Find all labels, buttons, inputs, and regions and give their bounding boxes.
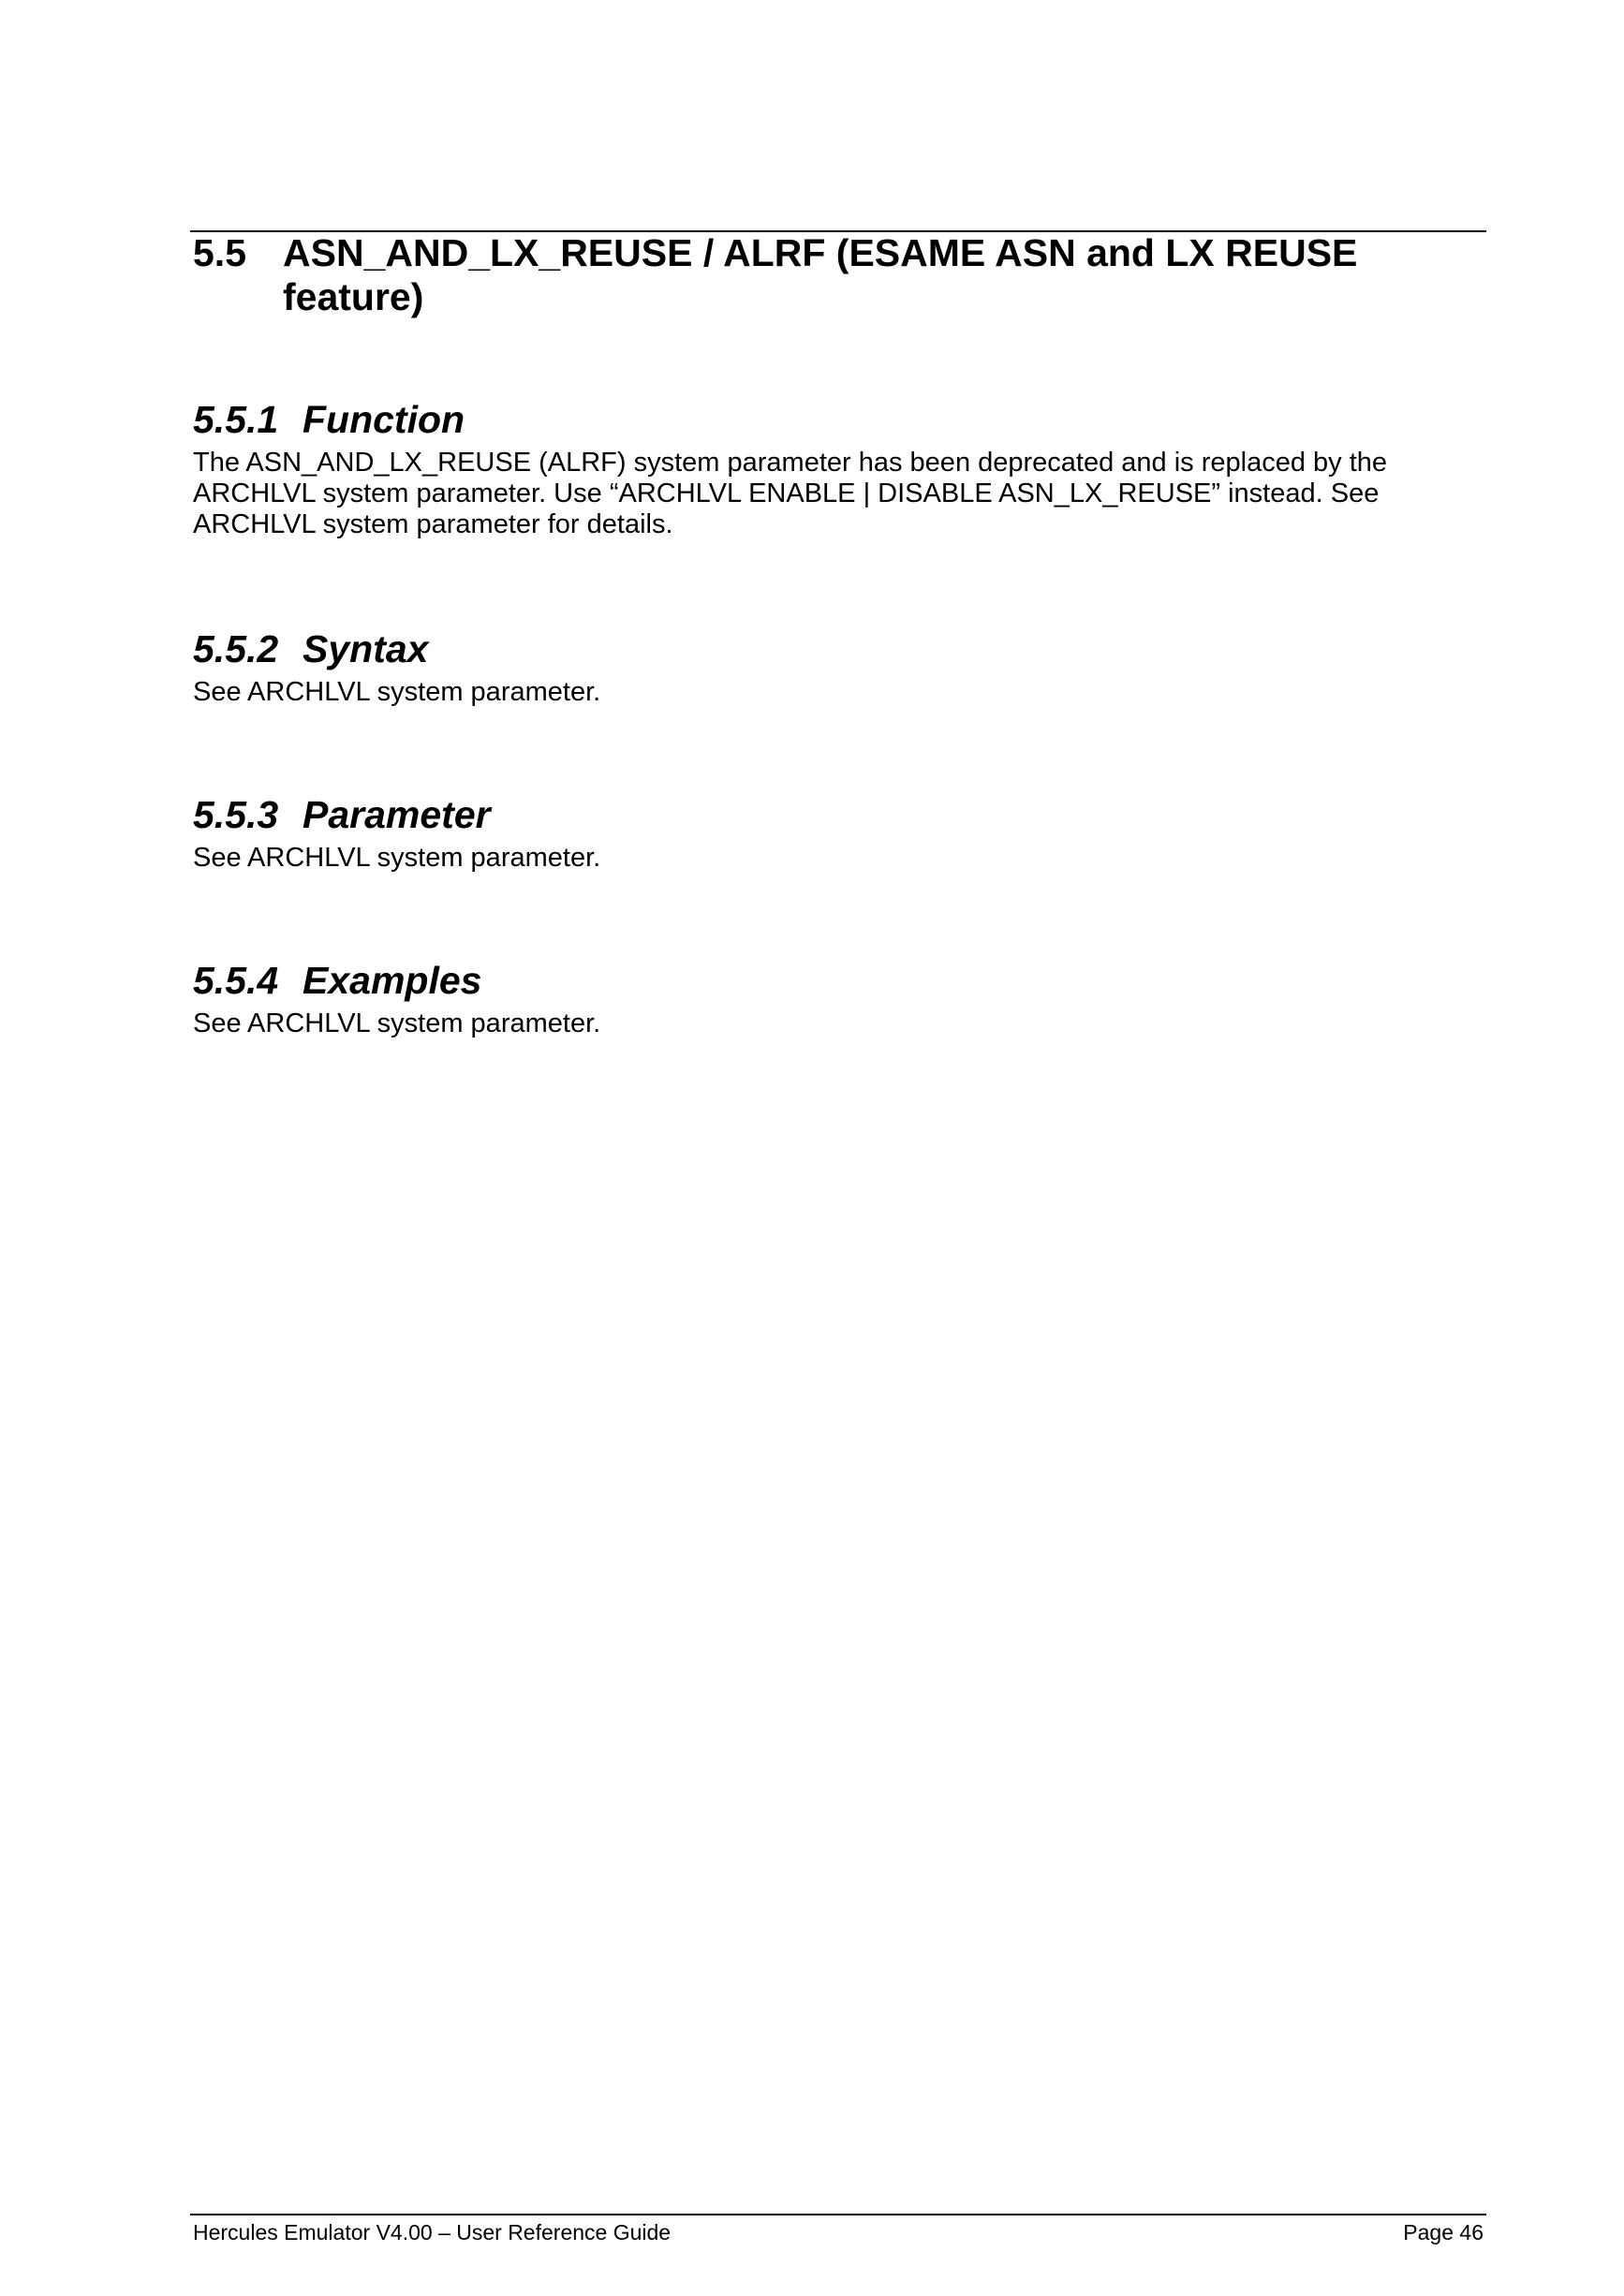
subsection-heading [193, 626, 1467, 671]
subsection-title: Function [303, 398, 465, 441]
subsection-parameter [193, 792, 1467, 874]
page-footer [193, 2219, 1484, 2245]
subsection-syntax [193, 626, 1467, 708]
subsection-examples [193, 958, 1467, 1039]
footer-rule [190, 2214, 1486, 2215]
footer-page-number: Page 46 [1403, 2220, 1484, 2244]
subsection-function [193, 397, 1467, 540]
section-number: 5.5 [193, 231, 246, 274]
section-title: ASN_AND_LX_REUSE / ALRF (ESAME ASN and LX REUSE feature) [283, 231, 1358, 318]
subsection-body: The ASN_AND_LX_REUSE (ALRF) system parameter has been deprecated and is replaced by the ARCHLVL system parameter. Use “ARCHLVL ENABLE | DISABLE ASN_LX_REUSE” instead. See ARCHLVL system parameter for details. [193, 448, 1388, 539]
subsection-title: Examples [303, 959, 482, 1002]
subsection-heading [193, 792, 1467, 837]
subsection-heading [193, 397, 1467, 442]
subsection-body: See ARCHLVL system parameter. [193, 677, 601, 707]
subsection-number: 5.5.4 [193, 959, 279, 1002]
subsection-body: See ARCHLVL system parameter. [193, 1008, 601, 1038]
subsection-title: Parameter [303, 793, 491, 836]
footer-document-title: Hercules Emulator V4.00 – User Reference Guide [193, 2220, 672, 2244]
subsection-title: Syntax [303, 627, 429, 670]
subsection-number: 5.5.1 [193, 398, 279, 441]
subsection-number: 5.5.2 [193, 627, 279, 670]
subsection-heading [193, 958, 1467, 1003]
section-heading [193, 231, 1467, 319]
subsection-number: 5.5.3 [193, 793, 279, 836]
subsection-body: See ARCHLVL system parameter. [193, 843, 601, 873]
